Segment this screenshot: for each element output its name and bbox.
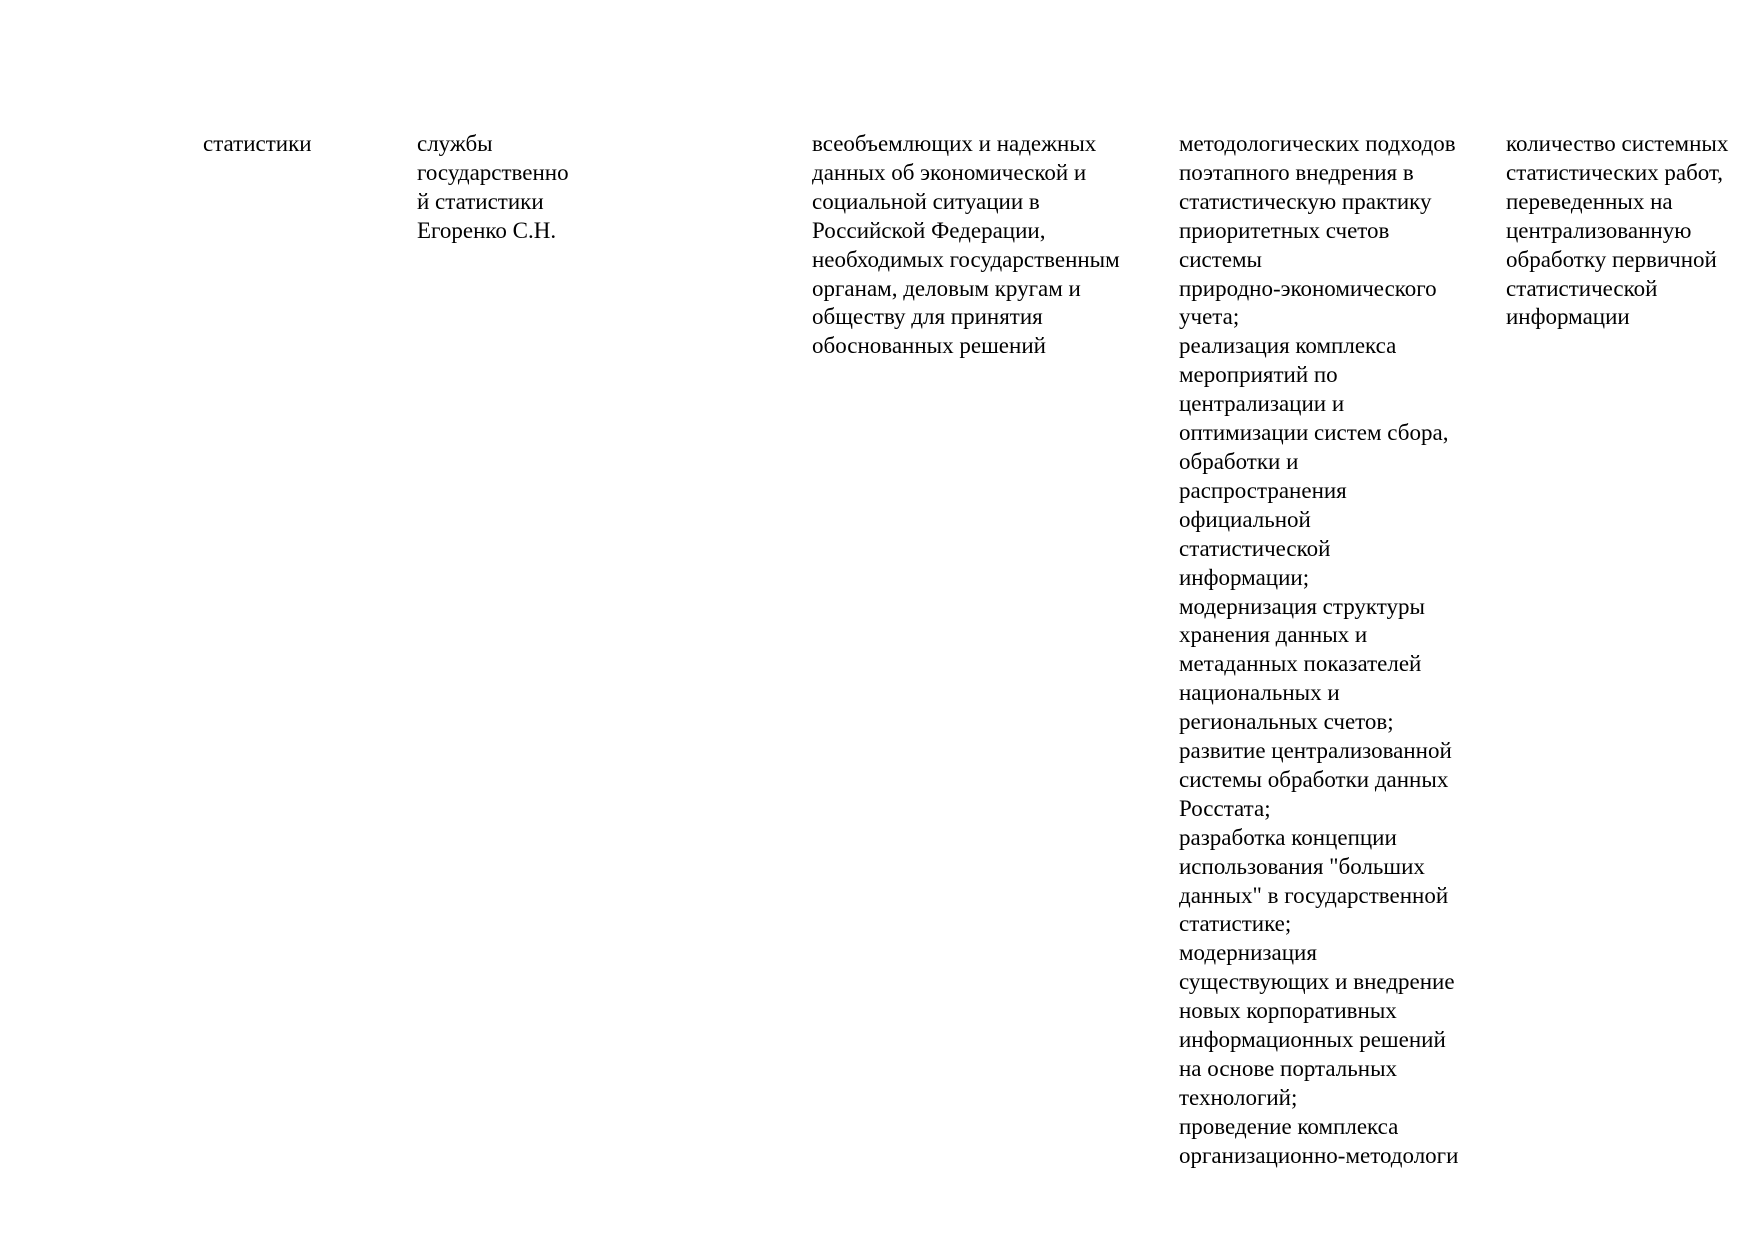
text-line: статистики	[203, 131, 312, 156]
text-line: системы	[1179, 246, 1262, 272]
text-line: статистической	[1179, 535, 1331, 561]
text-line: развитие централизованной	[1179, 738, 1452, 764]
text-line: государственно	[417, 159, 569, 185]
text-line: статистических работ,	[1506, 159, 1724, 185]
text-line: всеобъемлющих и надежных	[812, 131, 1097, 156]
text-line: статистической	[1506, 275, 1658, 301]
text-line: централизации и	[1179, 391, 1345, 417]
text-line: хранения данных и	[1179, 622, 1368, 648]
text-line: национальных и	[1179, 680, 1340, 706]
text-line: Егоренко С.Н.	[417, 217, 557, 243]
text-line: поэтапного внедрения в	[1179, 159, 1414, 185]
text-line: организационно-методологи	[1179, 1142, 1459, 1168]
text-line: существующих и внедрение	[1179, 969, 1455, 995]
text-line: модернизация	[1179, 940, 1317, 966]
text-line: распространения	[1179, 477, 1347, 503]
text-line: статистике;	[1179, 911, 1292, 937]
column-4-text	[1179, 130, 1458, 1171]
column-3-text	[812, 130, 1120, 361]
text-line: данных об экономической и	[812, 159, 1087, 185]
text-line: новых корпоративных	[1179, 998, 1397, 1024]
text-line: учета;	[1179, 304, 1240, 330]
column-5-text	[1506, 130, 1728, 332]
text-line: оптимизации систем сбора,	[1179, 420, 1449, 446]
text-line: статистическую практику	[1179, 188, 1432, 214]
text-line: метаданных показателей	[1179, 651, 1422, 677]
text-line: обработки и	[1179, 448, 1299, 474]
text-line: приоритетных счетов	[1179, 217, 1390, 243]
text-line: Росстата;	[1179, 795, 1271, 821]
text-line: мероприятий по	[1179, 362, 1338, 388]
text-line: органам, деловым кругам и	[812, 275, 1081, 301]
text-line: обществу для принятия	[812, 304, 1043, 330]
text-line: Российской Федерации,	[812, 217, 1046, 243]
text-line: необходимых государственным	[812, 246, 1120, 272]
text-line: количество системных	[1506, 131, 1729, 156]
text-line: использования "больших	[1179, 853, 1425, 879]
text-line: информации;	[1179, 564, 1310, 590]
text-line: технологий;	[1179, 1084, 1298, 1110]
text-line: службы	[417, 131, 493, 156]
text-line: й статистики	[417, 188, 544, 214]
text-line: переведенных на	[1506, 188, 1673, 214]
text-line: обоснованных решений	[812, 333, 1046, 359]
text-line: информационных решений	[1179, 1027, 1446, 1053]
text-line: централизованную	[1506, 217, 1692, 243]
text-line: региональных счетов;	[1179, 709, 1394, 735]
text-line: реализация комплекса	[1179, 333, 1397, 359]
text-line: методологических подходов	[1179, 131, 1456, 156]
text-line: социальной ситуации в	[812, 188, 1040, 214]
column-1-text	[203, 130, 312, 159]
text-line: разработка концепции	[1179, 824, 1397, 850]
text-line: проведение комплекса	[1179, 1113, 1399, 1139]
text-line: на основе портальных	[1179, 1056, 1398, 1081]
text-line: системы обработки данных	[1179, 766, 1449, 792]
text-line: обработку первичной	[1506, 246, 1717, 272]
column-2-text	[417, 130, 569, 246]
text-line: данных" в государственной	[1179, 882, 1449, 908]
text-line: природно-экономического	[1179, 275, 1437, 301]
text-line: официальной	[1179, 506, 1311, 532]
text-line: информации	[1506, 304, 1630, 330]
text-line: модернизация структуры	[1179, 593, 1425, 619]
